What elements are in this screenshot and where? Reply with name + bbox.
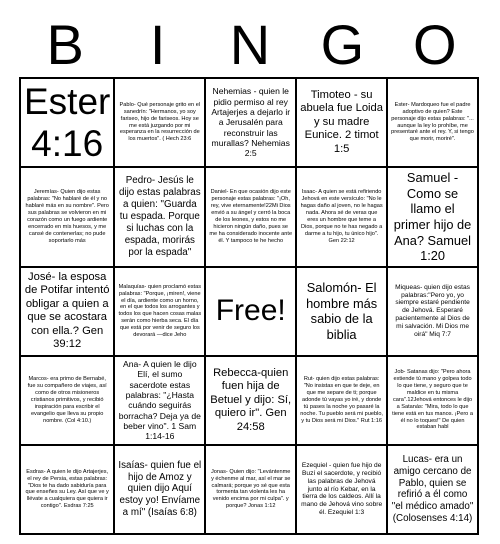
header-letter-b: B bbox=[46, 13, 84, 76]
bingo-cell-text: Ezequiel - quien fue hijo de Buzí el sacerdote, y recibió las palabras de Jehová junto al río Kebar, en la tierra de los caldeos. Allí la mano de Jehová vino sobre él. Ezequiel 1:3 bbox=[301, 461, 384, 517]
header-letter-n: N bbox=[229, 13, 271, 76]
bingo-cell-text: Timoteo - su abuela fue Loida y su madre Eunice. 2 timot 1:5 bbox=[300, 88, 387, 155]
bingo-cell[interactable] bbox=[296, 445, 387, 534]
header-letter-i: I bbox=[149, 13, 166, 76]
bingo-cell-text: Job- Satanas dijo: "Pero ahora extiende tú mano y golpea todo lo que tiene, y seguro que te maldice en tu misma cara".12Jehová entonces le dijo a Satanás: "Mira, todo lo que tiene está en tus manos. ¡Pero a él no lo toques!" De quien estaban habl bbox=[392, 369, 475, 431]
bingo-cell-text: Pedro- Jesús le dijo estas palabras a quien: "Guarda tu espada. Porque si luchas con la espada, morirás por la espada" bbox=[118, 175, 204, 258]
bingo-cell[interactable] bbox=[114, 445, 205, 534]
bingo-cell[interactable] bbox=[296, 167, 387, 267]
bingo-cell[interactable] bbox=[114, 167, 205, 267]
bingo-cell[interactable] bbox=[296, 356, 387, 445]
header-letter-g: G bbox=[320, 13, 365, 76]
bingo-cell-text: Isaac- A quien se está refiriendo Jehová en este versículo: "No le hagas daño al joven, no le hagas nada. Ahora sé de veras que eres un hombre que teme a Dios, porque no te has negado a darme a tu hijo, tu único hijo". Gen 22:12 bbox=[300, 189, 385, 244]
bingo-cell[interactable] bbox=[205, 167, 296, 267]
bingo-cell-text: Salomón- El hombre más sabio de la biblia bbox=[306, 280, 381, 342]
bingo-cell-text: Rebecca-quien fuen hija de Betuel y dijo: Sí, quiero ir". Gen 24:58 bbox=[210, 366, 295, 433]
bingo-card-grid bbox=[19, 77, 479, 535]
bingo-cell[interactable] bbox=[20, 78, 121, 167]
bingo-cell[interactable] bbox=[20, 356, 114, 445]
bingo-cell-text: Daniel- En que ocasión dijo este personaje estas palabras: "¡Oh, rey, vive eternamente!22Mi Dios envió a su ángel y cerró la boca de los leones, y estos no me hicieron ningún daño, pues se me ha considerado inocente ante él. Y tampoco te he hecho bbox=[209, 189, 294, 244]
free-space-label: Free! bbox=[215, 294, 286, 328]
bingo-cell[interactable] bbox=[387, 445, 478, 534]
bingo-cell[interactable] bbox=[205, 78, 296, 167]
bingo-cell-text: Rut- quien dijo estas palabras: "No insistas en que te deje, en que me separe de ti; porque adonde tú vayas yo iré, y donde tú pases la noche yo pasaré la noche. Tu pueblo será mi pueblo, y tu Dios será mi Dios." Rut 1:16 bbox=[300, 376, 385, 424]
bingo-cell[interactable] bbox=[114, 78, 205, 167]
bingo-cell-text: Miqueas- quien dijo estas palabras:"Pero yo, yo siempre estaré pendiente de Jehová. Esperaré pacientemente al Dios de mi salvación. Mi Dios me oirá" Miq 7:7 bbox=[395, 283, 472, 339]
bingo-cell-text: Marcos- era primo de Bernabé, fue su compañero de viajes, así como de otros misioneros cristianos primitivos, y recibió inspiración para escribir el evangelio que lleva su propio nombre. (Col 4:10.) bbox=[27, 376, 109, 424]
bingo-cell[interactable] bbox=[114, 356, 205, 445]
free-space[interactable] bbox=[205, 267, 296, 356]
bingo-cell[interactable] bbox=[205, 445, 296, 534]
bingo-cell[interactable] bbox=[205, 356, 296, 445]
bingo-cell[interactable] bbox=[387, 78, 478, 167]
bingo-cell[interactable] bbox=[387, 267, 478, 356]
bingo-cell-text: Malaquías- quien proclamó estas palabras: "Porque, ¡miren!, viene el día, ardiente como un horno, en el que todos los arrogantes y todos los que hacen cosas malas serán como hierba seca. El día que está por venir de seguro los devorará —dice Jeho bbox=[118, 283, 203, 338]
bingo-cell-text: Esdras- A quien le dijo Artajerjes, el rey de Persia, estas palabras: "Dios te ha dado sabiduría para que enseñes su Ley. Así que ve y llévate a cualquiera que quiera ir contigo". Esdras 7:25 bbox=[25, 468, 111, 510]
bingo-cell[interactable] bbox=[387, 356, 478, 445]
bingo-cell-text: Isaías- quien fue el hijo de Amoz y quien dijo Aquí estoy yo! Envíame a mí" (Isaías 6:8) bbox=[118, 459, 204, 519]
header-letter-o: O bbox=[413, 13, 457, 76]
bingo-cell[interactable] bbox=[20, 167, 114, 267]
bingo-cell[interactable] bbox=[20, 267, 114, 356]
bingo-cell-text: Ester- Mardoqueo fue el padre adoptivo de quien? Este personaje dijo estas palabras: "... aunque la ley lo prohíbe, me presentaré ante el rey. Y, si tengo que morir, moriré". bbox=[391, 101, 476, 143]
bingo-cell-text: Ester 4:16 bbox=[24, 81, 121, 164]
bingo-cell-text: Jeremías- Quien dijo estas palabras: "No hablaré de él y no hablaré más en su nombre". Pero sus palabras se volvieron en mi corazón como un fuego ardiente encerrado en mis huesos, y me cansé de contenerlas; no pude soportarlo más bbox=[25, 189, 111, 244]
bingo-cell-text: José- la esposa de Potifar intentó obligar a quien a que se acostara con ella.? Gen 39:12 bbox=[24, 270, 113, 351]
bingo-header bbox=[19, 14, 481, 76]
bingo-cell-text: Ana- A quien le dijo Elí, el sumo sacerdote estas palabras: "¿Hasta cuándo seguirás borracha? Deja ya de beber vino". 1 Sam 1:14-16 bbox=[118, 359, 204, 442]
bingo-cell[interactable] bbox=[296, 78, 387, 167]
bingo-cell[interactable] bbox=[20, 445, 114, 534]
bingo-cell-text: Lucas- era un amigo cercano de Pablo, quien se refirió a él como "el médico amado" (Colosenses 4:14) bbox=[391, 453, 477, 525]
bingo-cell[interactable] bbox=[114, 267, 205, 356]
bingo-cell-text: Samuel - Como se llamo el primer hijo de Ana? Samuel 1:20 bbox=[393, 170, 475, 264]
bingo-cell-text: Nehemias - quien le pidio permiso al rey Artajerjes a dejarlo ir a Jerusalén para reconstruir las murallas? Nehemias 2:5 bbox=[211, 86, 293, 159]
bingo-cell[interactable] bbox=[296, 267, 387, 356]
bingo-cell-text: Pablo- Qué personaje grito en el sanedrín: "Hermanos, yo soy fariseo, hijo de fariseos. Hoy se me está juzgando por mi esperanza en la resurrección de los muertos". ( Hech 23:6 bbox=[119, 101, 202, 143]
bingo-cell-text: Jonas- Quien dijo: "Levántenme y échenme al mar, así el mar se calmará; porque yo sé que esta tormenta tan violenta les ha venido encima por mi culpa". y porque? Jonas 1:12 bbox=[211, 468, 292, 510]
bingo-cell[interactable] bbox=[387, 167, 478, 267]
